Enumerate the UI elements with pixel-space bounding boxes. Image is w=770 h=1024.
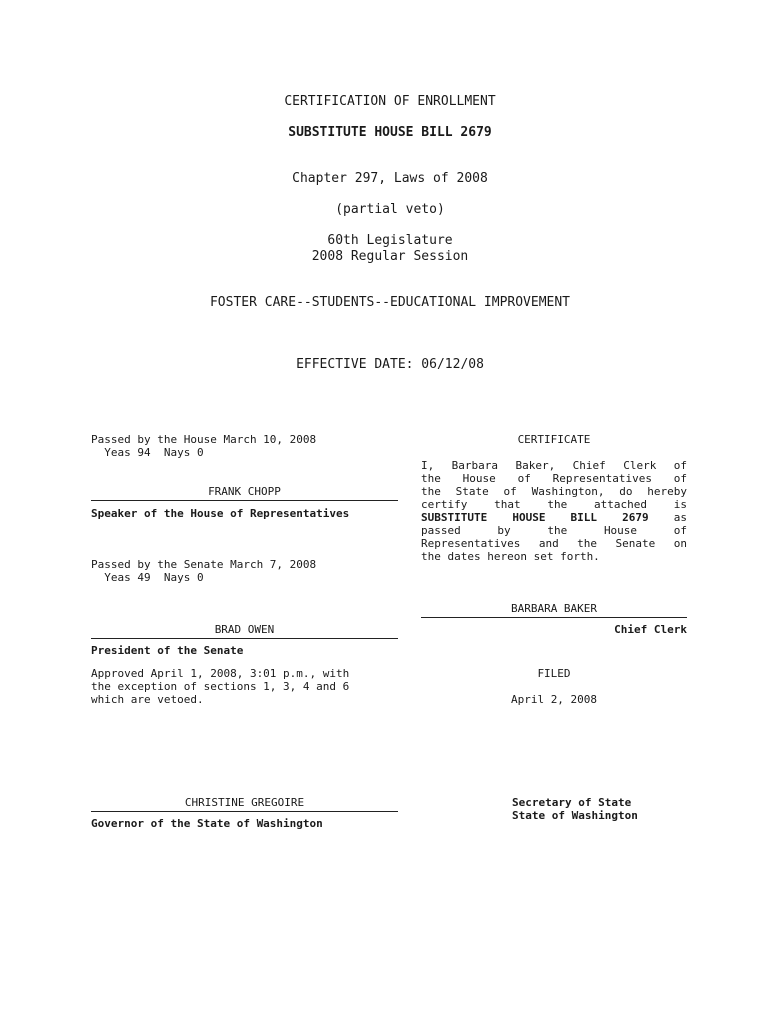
governor-title: Governor of the State of Washington	[91, 817, 323, 830]
senate-vote-count: Yeas 49 Nays 0	[91, 571, 204, 584]
senate-passed-line: Passed by the Senate March 7, 2008	[91, 558, 317, 571]
filed-date: April 2, 2008	[510, 693, 598, 706]
certificate-text-line: the dates hereon set forth.	[421, 550, 600, 563]
speaker-title: Speaker of the House of Representatives	[91, 507, 350, 520]
filed-heading: FILED	[537, 667, 571, 680]
approval-line-2: the exception of sections 1, 3, 4 and 6	[91, 680, 350, 693]
certificate-text-line: the House of Representatives of	[421, 472, 687, 485]
partial-veto-note: (partial veto)	[335, 202, 445, 217]
certificate-heading: CERTIFICATE	[517, 433, 591, 446]
clerk-name: BARBARA BAKER	[510, 602, 598, 615]
clerk-signature-line	[421, 617, 687, 618]
legislature-line: 60th Legislature	[327, 233, 453, 248]
approval-line-3: which are vetoed.	[91, 693, 204, 706]
secretary-title-line-2: State of Washington	[512, 809, 638, 822]
certificate-text-line: I, Barbara Baker, Chief Clerk of	[421, 459, 687, 472]
house-vote-count: Yeas 94 Nays 0	[91, 446, 204, 459]
certificate-text-line: certify that the attached is	[421, 498, 687, 511]
speaker-name: FRANK CHOPP	[208, 485, 281, 498]
certification-heading: CERTIFICATION OF ENROLLMENT	[284, 94, 496, 109]
certificate-text-line: passed by the House of	[421, 524, 687, 537]
governor-signature-line	[91, 811, 398, 812]
secretary-title-line-1: Secretary of State	[512, 796, 632, 809]
clerk-title: Chief Clerk	[614, 623, 687, 636]
certificate-bill-name: SUBSTITUTE HOUSE BILL 2679	[421, 511, 649, 524]
house-passed-line: Passed by the House March 10, 2008	[91, 433, 317, 446]
speaker-signature-line	[91, 500, 398, 501]
certificate-bill-line	[421, 511, 687, 524]
bill-title: SUBSTITUTE HOUSE BILL 2679	[288, 125, 492, 140]
approval-line-1: Approved April 1, 2008, 3:01 p.m., with	[91, 667, 350, 680]
president-signature-line	[91, 638, 398, 639]
bill-subject: FOSTER CARE--STUDENTS--EDUCATIONAL IMPROVEMENT	[209, 295, 571, 310]
effective-date: EFFECTIVE DATE: 06/12/08	[296, 357, 484, 372]
certificate-text-line: the State of Washington, do hereby	[421, 485, 687, 498]
president-name: BRAD OWEN	[214, 623, 275, 636]
governor-name: CHRISTINE GREGOIRE	[184, 796, 305, 809]
certificate-bill-as: as	[673, 511, 687, 524]
session-line: 2008 Regular Session	[311, 249, 469, 264]
president-title: President of the Senate	[91, 644, 244, 657]
certificate-text-line: Representatives and the Senate on	[421, 537, 687, 550]
chapter-line: Chapter 297, Laws of 2008	[292, 171, 488, 186]
